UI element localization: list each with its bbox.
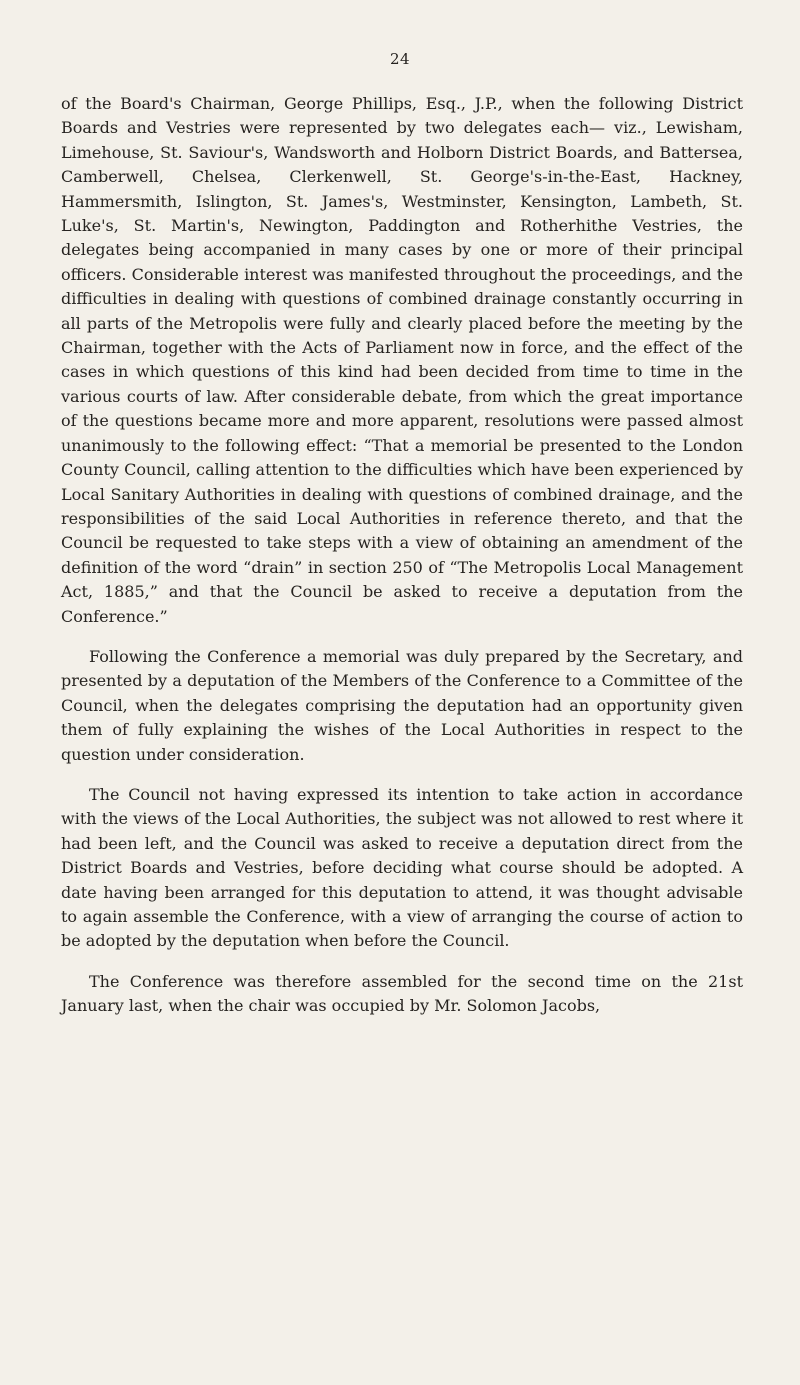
paragraph-memorial: Following the Conference a memorial was duly prepared by the Secretary, and presented by a deputation of the Members of the Conference to a Committee of the Council, when the delegates comprising the deputation had an opportunity given them of fully explaining the wishes of the Local Authorities in respect to the question under consideration. bbox=[61, 646, 743, 764]
paragraph-second-conference: The Conference was therefore assembled for the second time on the 21st January last, when the chair was occupied by Mr. Solomon Jacobs, bbox=[61, 971, 743, 1016]
paragraph-continuation: of the Board's Chairman, George Phillips, Esq., J.P., when the following District Boards and Vestries were represented by two delegates each— viz., Lewisham, Limehouse, St. Saviour's, Wandsworth and Holborn District Boards, and Battersea, Camberwell, Chelsea, Clerkenwell, St. George's-in-the-East, Hackney, Hammersmith, Islington, St. James's, Westminster, Kensington, Lambeth, St. Luke's, St. Martin's, Newington, Paddington and Rotherhithe Vestries, the delegates being accompanied in many cases by one or more of their principal officers. Considerable interest was manifested throughout the proceedings, and the difficulties in dealing with questions of combined drainage constantly occurring in all parts of the Metropolis were fully and clearly placed before the meeting by the Chairman, together with the Acts of Parliament now in force, and the effect of the cases in which questions of this kind had been decided from time to time in the various courts of law. After considerable debate, from which the great importance of the questions became more and more apparent, resolutions were passed almost unanimously to the following effect: “That a memorial be presented to the London County Council, calling attention to the difficulties which have been experienced by Local Sanitary Authorities in dealing with questions of combined drainage, and the responsibilities of the said Local Authorities in reference thereto, and that the Council be requested to take steps with a view of obtaining an amendment of the definition of the word “drain” in section 250 of “The Metropolis Local Management Act, 1885,” and that the Council be asked to receive a deputation from the Conference.” bbox=[61, 94, 743, 626]
page-number: 24 bbox=[389, 50, 411, 68]
paragraph-council-deputation: The Council not having expressed its intention to take action in accordance with the views of the Local Authorities, the subject was not allowed to rest where it had been left, and the Council was asked to receive a deputation direct from the District Boards and Vestries, before deciding what course should be adopted. A date having been arranged for this deputation to attend, it was thought advisable to again assemble the Conference, with a view of arranging the course of action to be adopted by the deputation when before the Council. bbox=[61, 784, 743, 951]
body-text bbox=[61, 92, 743, 1019]
